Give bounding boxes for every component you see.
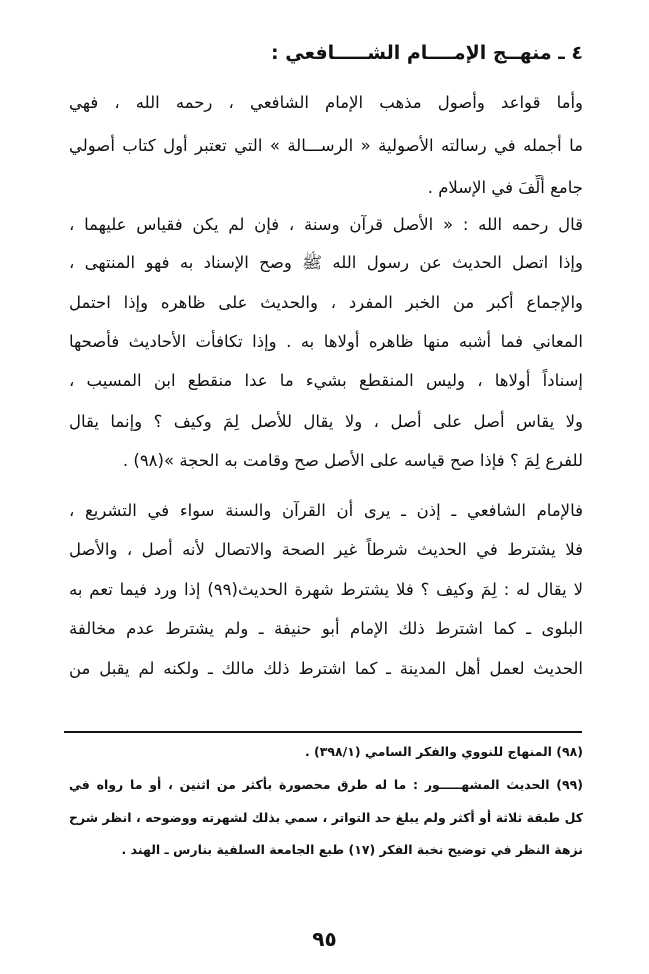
- section-heading: ٤ ـ منهــج الإمــــام الشـــــافعي :: [271, 42, 583, 64]
- paragraph-line: قال رحمه الله : « الأصل قرآن وسنة ، فإن لم يكن فقياس عليهما ،: [69, 215, 583, 234]
- paragraph-line: ما أجمله في رسالته الأصولية « الرســـالة » التي تعتبر أول كتاب أصولي: [69, 136, 583, 155]
- paragraph-line: الحديث لعمل أهل المدينة ـ كما اشترط ذلك مالك ـ ولكنه لم يقبل من: [69, 659, 583, 678]
- footnote-line: (٩٨) المنهاج للنووي والفكر السامي (٣٩٨/١) .: [304, 744, 583, 759]
- paragraph-line: للفرع لِمَ ؟ فإذا صح قياسه على الأصل صح وقامت به الحجة »(٩٨) .: [122, 451, 583, 470]
- paragraph-line: فلا يشترط في الحديث شرطاً غير الصحة والاتصال لأنه أصل ، والأصل: [69, 540, 583, 559]
- paragraph-line: والإجماع أكبر من الخبر المفرد ، والحديث على ظاهره وإذا احتمل: [69, 293, 583, 312]
- page-number: ٩٥: [312, 927, 337, 951]
- footnote-line: كل طبقة ثلاثة أو أكثر ولم يبلغ حد التواتر ، سمي بذلك لشهرته ووضوحه ، انظر شرح: [69, 810, 583, 825]
- footnote-line: نزهة النظر في توضيح نخبة الفكر (١٧) طبع الجامعة السلفية بنارس ـ الهند .: [121, 842, 583, 857]
- paragraph-line: البلوى ـ كما اشترط ذلك الإمام أبو حنيفة ـ ولم يشترط عدم مخالفة: [69, 619, 583, 638]
- paragraph-line: ولا يقاس أصل على أصل ، ولا يقال للأصل لِمَ وكيف ؟ وإنما يقال: [69, 412, 583, 431]
- paragraph-line: إسناداً أولاها ، وليس المنقطع بشيء ما عدا منقطع ابن المسيب ،: [69, 371, 583, 390]
- footnote-divider: [64, 731, 582, 733]
- paragraph-line: لا يقال له : لِمَ وكيف ؟ فلا يشترط شهرة الحديث(٩٩) إذا ورد فيما تعم به: [69, 580, 583, 599]
- paragraph-line: وأما قواعد وأصول مذهب الإمام الشافعي ، رحمه الله ، فهي: [69, 93, 583, 112]
- footnote-line: (٩٩) الحديث المشهـــــور : ما له طرق محصورة بأكثر من اثنين ، أو ما رواه في: [69, 777, 583, 792]
- paragraph-line: وإذا اتصل الحديث عن رسول الله ﷺ وصح الإسناد به فهو المنتهى ،: [69, 253, 583, 272]
- paragraph-line: فالإمام الشافعي ـ إذن ـ يرى أن القرآن والسنة سواء في التشريع ،: [69, 501, 583, 520]
- paragraph-line: المعاني فما أشبه منها ظاهره أولاها به . وإذا تكافأت الأحاديث فأصحها: [69, 332, 583, 351]
- paragraph-line: جامع أُلِّفَ في الإسلام .: [427, 178, 583, 197]
